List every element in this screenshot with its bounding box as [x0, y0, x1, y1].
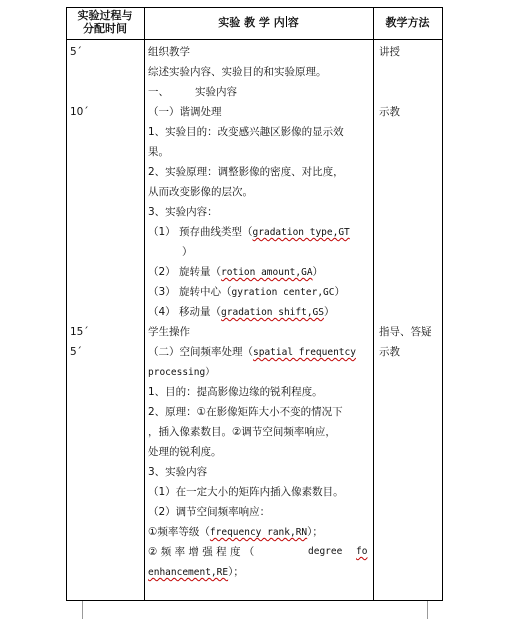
- time-entry: 10´: [70, 106, 89, 118]
- english-term: processing）: [148, 367, 215, 378]
- english-term: spatial frequentcy: [253, 347, 356, 358]
- english-term: frequency rank,RN: [209, 527, 308, 538]
- page-margin-mark-left: [82, 601, 83, 619]
- content-line: （2）调节空间频率响应：: [148, 506, 271, 518]
- content-line: [148, 542, 370, 562]
- header-time-line2: 分配时间: [83, 22, 127, 35]
- english-term: rotion amount,GA: [221, 267, 313, 278]
- english-term: gyration center,GC: [231, 287, 335, 298]
- content-line-text: （3） 旋转中心（: [148, 286, 232, 298]
- content-line-text: ）: [312, 266, 324, 278]
- content-line: [148, 362, 215, 383]
- content-line: 1、实验目的：改变感兴趣区影像的显示效: [148, 126, 344, 138]
- header-time-line1: 实验过程与: [77, 9, 133, 22]
- header-content-text-end: 容: [287, 16, 299, 29]
- content-line: [148, 342, 356, 363]
- content-line: [148, 562, 244, 583]
- method-entry: 指导、答疑: [379, 326, 432, 338]
- english-term: gradation shift,GS: [221, 307, 324, 318]
- time-entry: 15´: [70, 326, 89, 338]
- content-line: 学生操作: [148, 326, 190, 338]
- table-right-border: [442, 7, 443, 601]
- content-line: [148, 262, 323, 283]
- page-margin-mark-right: [427, 601, 428, 619]
- english-term-wrap: [210, 527, 307, 538]
- content-line: [148, 522, 323, 543]
- method-entry: 讲授: [379, 46, 400, 58]
- content-line-text: （2） 旋转量（: [148, 266, 222, 278]
- content-line: 2、实验原理：调整影像的密度、对比度，: [148, 166, 344, 178]
- content-line: 1、目的：提高影像边缘的锐利程度。: [148, 386, 323, 398]
- content-line: ，插入像素数目。②调节空间频率响应，: [148, 426, 336, 438]
- content-line: [148, 282, 345, 303]
- header-content-text: 实验 教 学 内: [218, 16, 285, 29]
- header-method-text: 教学方法: [385, 16, 430, 29]
- content-line: ）: [182, 246, 193, 258]
- content-line-text: （1） 预存曲线类型（: [148, 226, 253, 238]
- content-line: 3、实验内容: [148, 466, 208, 478]
- content-line-text: （4） 移动量（: [148, 306, 222, 318]
- column-divider-2: [373, 7, 374, 601]
- content-line-text: ② 频 率 增 强 程 度 （: [148, 546, 255, 558]
- content-line: 综述实验内容、实验目的和实验原理。: [148, 66, 327, 78]
- english-term: fo: [356, 546, 368, 557]
- content-line: 2、原理：①在影像矩阵大小不变的情况下: [148, 406, 343, 418]
- content-line: [148, 82, 237, 102]
- time-entry: 5´: [70, 346, 82, 358]
- content-line-text: ）；: [228, 566, 244, 578]
- content-line: [148, 222, 350, 243]
- english-term: degree: [308, 546, 343, 557]
- text-cursor: [286, 16, 287, 27]
- header-content-column: [144, 16, 373, 29]
- content-line: 3、实验内容：: [148, 206, 218, 218]
- table-bottom-border: [66, 600, 443, 601]
- content-line-text: ①频率等级（: [148, 526, 210, 538]
- method-entry: 示教: [379, 346, 400, 358]
- column-divider-1: [144, 7, 145, 601]
- table-left-border: [66, 7, 67, 601]
- header-bottom-border: [66, 39, 443, 40]
- content-line: 从而改变影像的层次。: [148, 186, 253, 198]
- method-entry: 示教: [379, 106, 400, 118]
- content-line: （一）谐调处理: [148, 106, 222, 118]
- content-line-text: ）: [323, 306, 335, 318]
- content-line-text: ）；: [307, 526, 323, 538]
- english-term: enhancement,RE: [148, 567, 229, 578]
- content-line-text: （二）空间频率处理（: [148, 346, 253, 358]
- header-time-column: [66, 9, 144, 35]
- content-line: 处理的锐利度。: [148, 446, 222, 458]
- content-line-text: ）: [334, 286, 345, 298]
- english-term: gradation type,GT: [252, 227, 350, 238]
- content-line: （1）在一定大小的矩阵内插入像素数目。: [148, 486, 344, 498]
- table-top-border: [66, 7, 443, 8]
- content-line: 组织教学: [148, 46, 190, 58]
- header-method-column: [373, 16, 442, 29]
- content-line-text: 实验内容: [195, 86, 237, 98]
- time-entry: 5´: [70, 46, 82, 58]
- content-line: [148, 302, 334, 323]
- content-line: 果。: [148, 146, 169, 158]
- content-line-number: 一、: [148, 86, 169, 98]
